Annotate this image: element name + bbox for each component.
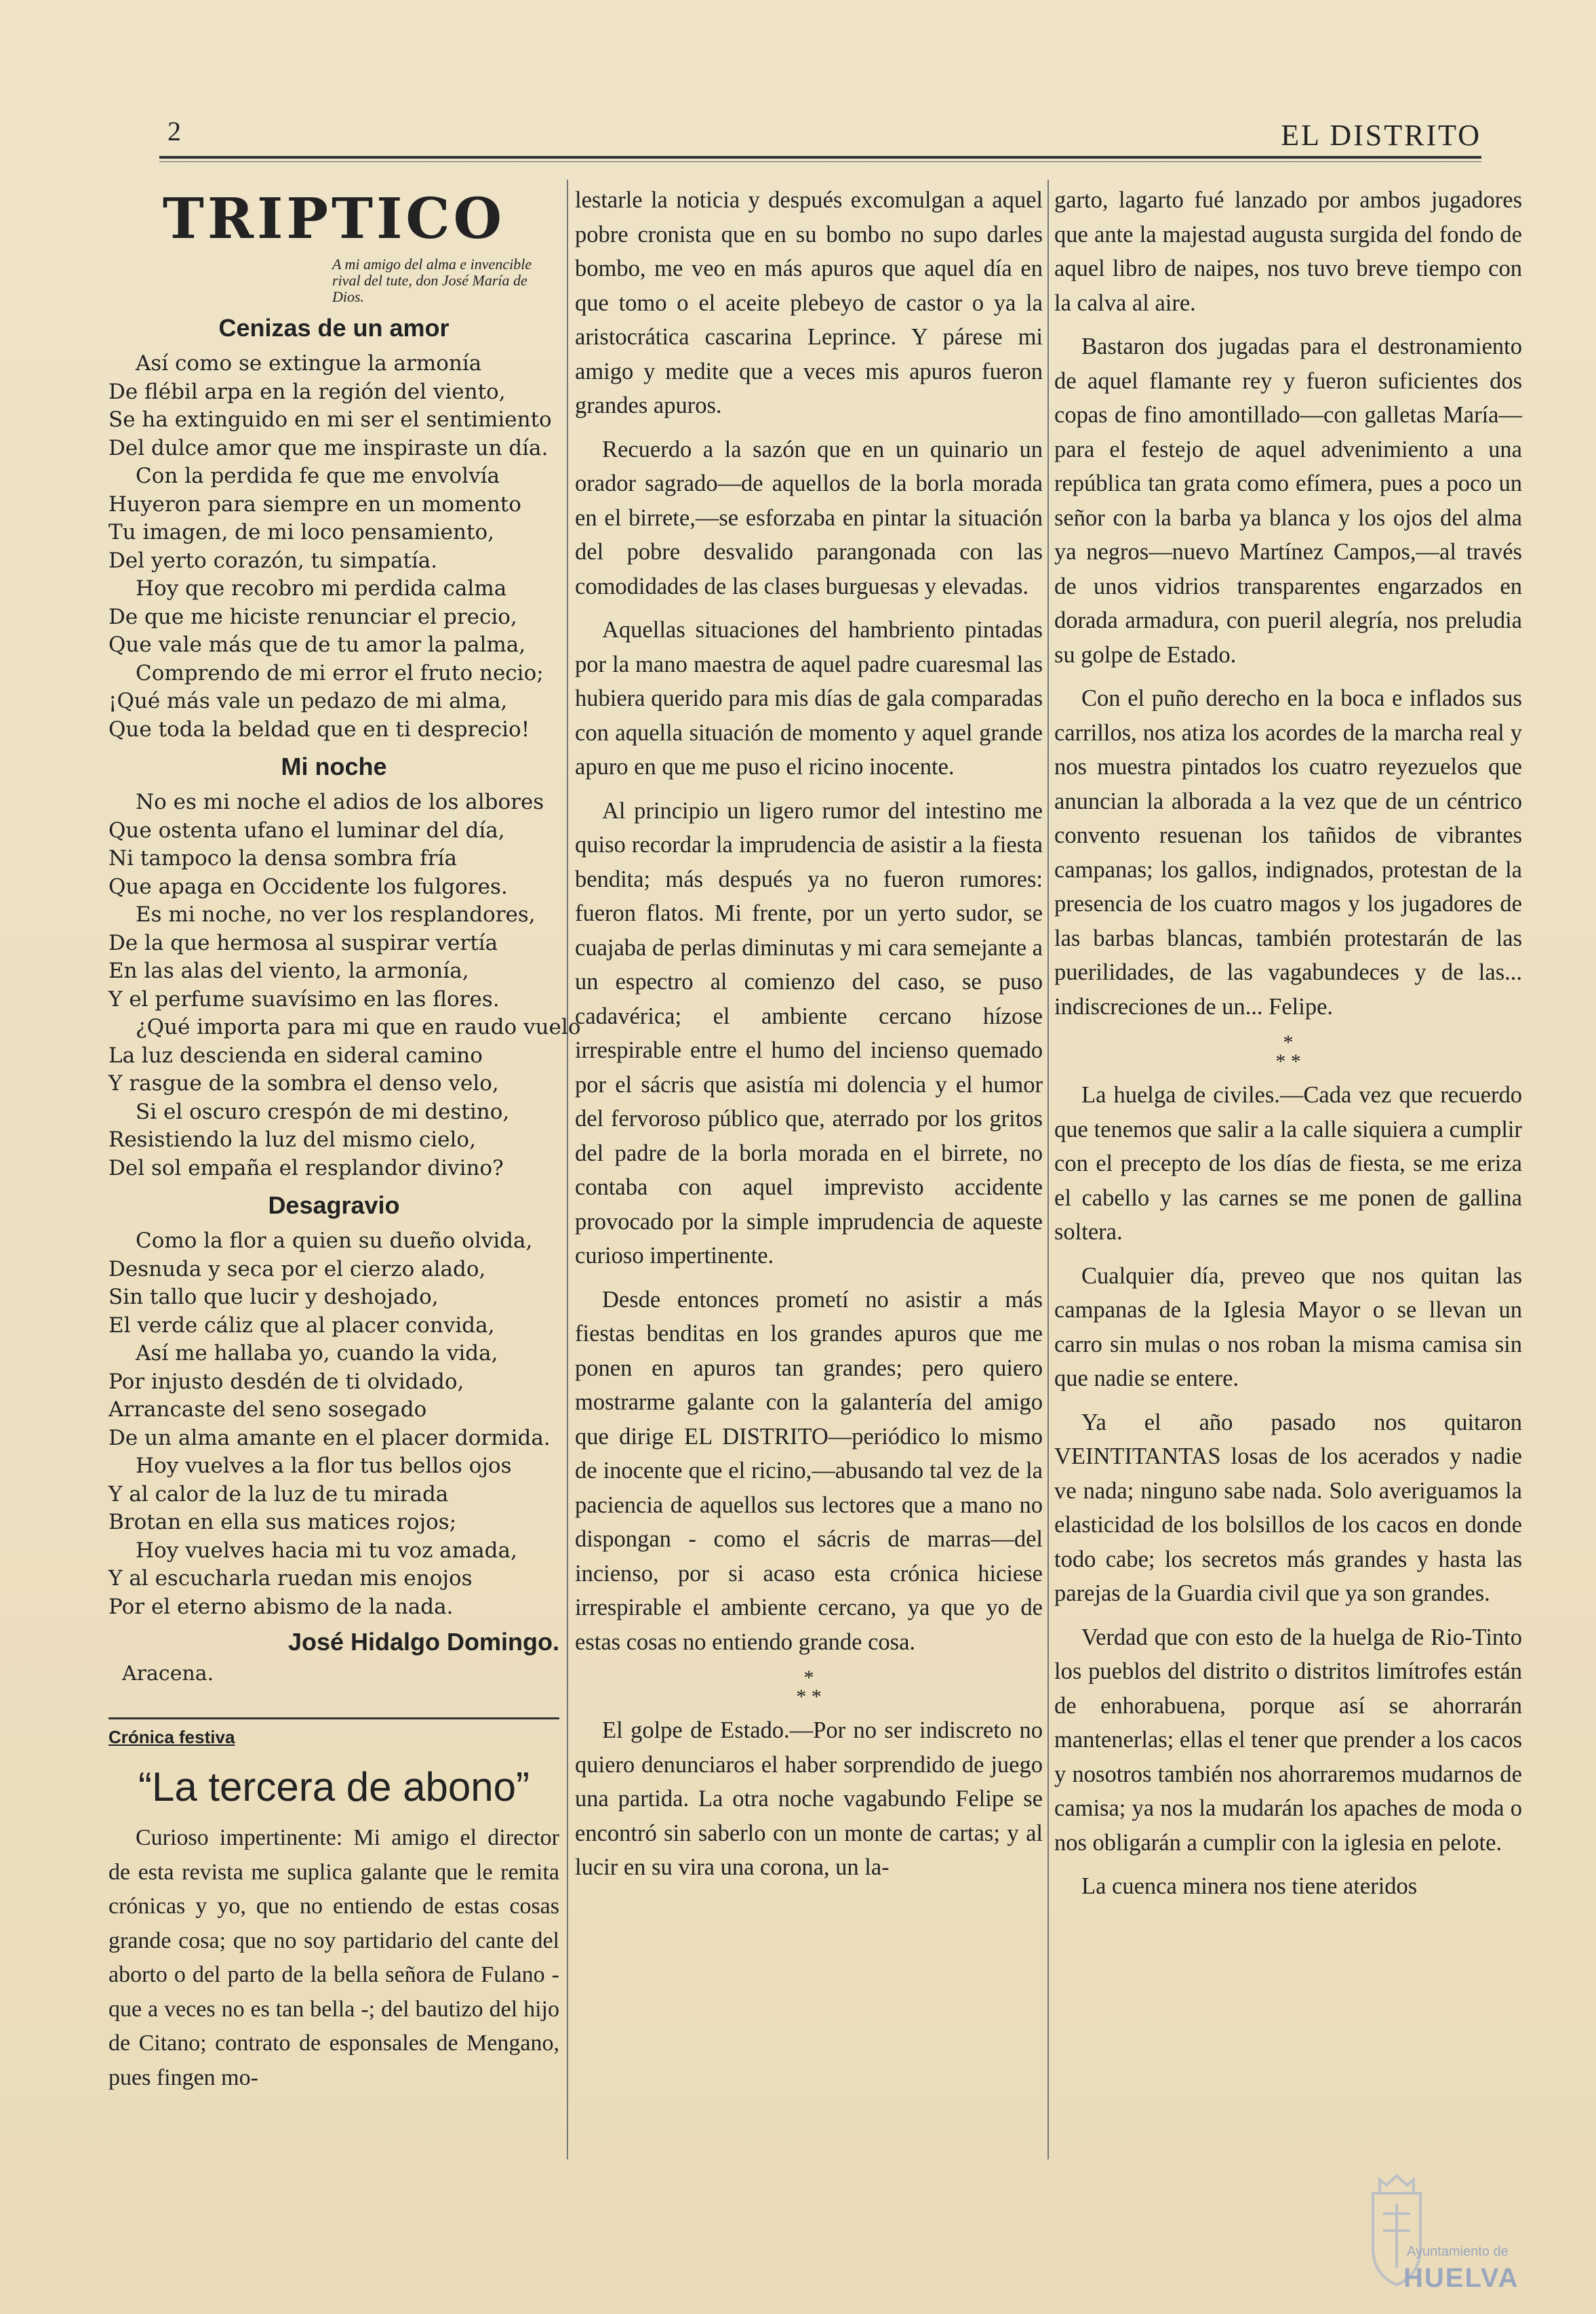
poem-line: Arrancaste del seno sosegado — [108, 1397, 427, 1422]
paragraph: Verdad que con esto de la huelga de Rio-Tinto los pueblos del distrito o distritos limítrofes están de enhorabuena, porque así se ahorrarán mantenerlas; ellas el tener que prender a los cacos y nosotros también nos ahorraremos mudarnos de camisa; ya nos la mudarán los apaches de moda o nos obligarán a cumplir con la iglesia en pelote. — [1054, 1624, 1522, 1856]
asterisk-bottom: * * — [1275, 1050, 1301, 1073]
poem-line: Hoy que recobro mi perdida calma — [136, 576, 507, 601]
paragraph: Al principio un ligero rumor del intestino me quiso recordar la imprudencia de asistir a la fiesta bendita; más después ya no fueron rumores: fueron flatos. Mi frente, por un yerto sudor, se cuajaba de perlas diminutas y mi cara semejante a un espectro al comienzo del caso, se puso cadavérica; el ambiente cercano hízose irrespirable entre el humo del incienso quemado por el sácris que asistía mi dolencia y el humor del fervoroso público que, aterrado por los gritos del padre de la borla morada en el birrete, no contaba con aquel imprevisto accidente provocado por la simple imprudencia de aqueste curioso impertinente. — [575, 797, 1043, 1269]
poem-line: Comprendo de mi error el fruto necio; — [136, 660, 544, 685]
poem-line: Con la perdida fe que me envolvía — [136, 464, 500, 488]
section-label: Crónica festiva — [108, 1727, 235, 1747]
paragraph: Recuerdo a la sazón que en un quinario un orador sagrado—de aquellos de la borla morada en el birrete,—se esforzaba en pintar la situación del pobre desvalido parangonada con las comodidades de las clases burguesas y elevadas. — [575, 436, 1043, 599]
poem-line: Por el eterno abismo de la nada. — [108, 1594, 454, 1619]
poem-line: Hoy vuelves hacia mi tu voz amada, — [136, 1538, 517, 1563]
poem-line: Como la flor a quien su dueño olvida, — [136, 1229, 533, 1253]
paragraph: La huelga de civiles.—Cada vez que recuerdo que tenemos que salir a la calle siquiera a cumplir con el precepto de los días de fiesta, se me eriza el cabello y las carnes se me ponen de gallina soltera. — [1054, 1082, 1522, 1245]
poem-line: De que me hiciste renunciar el precio, — [108, 604, 517, 629]
page-number: 2 — [167, 116, 181, 146]
paragraph: lestarle la noticia y después excomulgan a aquel pobre cronista que en su bombo no supo darles bombo, me veo en más apuros que aquel día en que tomo o el aceite plebeyo de castor o ya la aristocrática cascarina Leprince. Y párese mi amigo y medite que a veces mis apuros fueron grandes apuros. — [575, 187, 1043, 418]
poem-line: Que toda la beldad que en ti desprecio! — [108, 717, 530, 742]
column-divider-2 — [1048, 180, 1049, 2159]
asterisk-top: * — [1283, 1031, 1294, 1054]
signature-place: Aracena. — [122, 1662, 214, 1685]
poem-line: De la que hermosa al suspirar vertía — [108, 930, 498, 955]
section-rule — [108, 1717, 559, 1719]
poem-line: El verde cáliz que al placer convida, — [108, 1313, 495, 1338]
poem-body — [108, 789, 581, 1182]
poem-line: Si el oscuro crespón de mi destino, — [136, 1099, 510, 1124]
asterisk-bottom: * * — [796, 1685, 822, 1708]
poem-line: Hoy vuelves a la flor tus bellos ojos — [136, 1454, 512, 1478]
masthead: EL DISTRITO — [1281, 119, 1481, 152]
article-title: TRIPTICO — [162, 186, 506, 252]
poem-line: Brotan en ella sus matices rojos; — [108, 1510, 457, 1534]
paragraph: La cuenca minera nos tiene ateridos — [1081, 1873, 1418, 1899]
poem-line: Huyeron para siempre en un momento — [108, 492, 521, 517]
paragraph: Aquellas situaciones del hambriento pintadas por la mano maestra de aquel padre cuaresmal las hubiera querido para mis días de gala comparadas con aquella situación de momento y aquel grande apuro en que me puso el ricino inocente. — [575, 617, 1043, 780]
poem-line: No es mi noche el adios de los albores — [136, 790, 544, 814]
poem-line: ¿Qué importa para mi que en raudo vuelo — [136, 1015, 581, 1039]
poem-line: De flébil arpa en la región del viento, — [108, 379, 506, 404]
poem-line: Ni tampoco la densa sombra fría — [108, 846, 457, 871]
poem-line: Es mi noche, no ver los resplandores, — [136, 902, 536, 927]
poem-line: Que apaga en Occidente los fulgores. — [108, 874, 508, 899]
poem-line: Y al escucharla ruedan mis enojos — [108, 1566, 473, 1591]
column-2 — [575, 183, 1043, 1894]
author-signature: José Hidalgo Domingo. — [287, 1628, 559, 1656]
poem-line: Se ha extinguido en mi ser el sentimiento — [108, 407, 552, 432]
column-3 — [1054, 183, 1522, 1913]
poem-line: Así como se extingue la armonía — [136, 351, 482, 376]
poem-title: Mi noche — [281, 753, 387, 780]
poem-line: Y al calor de la luz de tu mirada — [108, 1481, 449, 1507]
asterisk-top: * — [803, 1667, 814, 1689]
paragraph: Con el puño derecho en la boca e inflados sus carrillos, nos atiza los acordes de la marcha real y nos muestra pintados los cuatro reyezuelos que anuncian la alborada a la vez que de un céntrico convento resuenan los tañidos de vibrantes campanas; los gallos, indignados, protestan de la presencia de los cuatro magos y los jugadores de las barbas blancas, también protestarán de las puerilidades, de las vagabundeces y de las... indiscreciones de un... Felipe. — [1054, 685, 1522, 1020]
paragraph: El golpe de Estado.—Por no ser indiscreto no quiero denunciaros el haber sorprendido de juego una partida. La otra noche vagabundo Felipe se encontró sin saberlo con un monte de cartas; y al lucir en su vira una corona, un la- — [575, 1717, 1043, 1880]
poem-line: Del yerto corazón, tu simpatía. — [108, 548, 438, 573]
poem-line: Que vale más que de tu amor la palma, — [108, 633, 526, 657]
poem-line: Así me hallaba yo, cuando la vida, — [136, 1341, 498, 1365]
poem-body — [108, 350, 559, 744]
poem-line: Y el perfume suavísimo en las flores. — [108, 986, 500, 1012]
poem-title: Desagravio — [268, 1191, 400, 1219]
poem-title: Cenizas de un amor — [218, 314, 450, 342]
poem-line: Que ostenta ufano el luminar del día, — [108, 818, 505, 843]
poem-line: Y rasgue de la sombra el denso velo, — [108, 1071, 499, 1096]
poem-line: En las alas del viento, la armonía, — [108, 959, 469, 983]
header-rule-thin — [159, 161, 1481, 162]
poem-line: Resistiendo la luz del mismo cielo, — [108, 1128, 476, 1152]
paragraph: Desde entonces prometí no asistir a más fiestas benditas en los grandes apuros que me ponen en apuros tan grandes; pero quiero mostrarme galante con la galantería del amigo que dirige EL DISTRITO—periódico lo mismo de inocente que el ricino,—abusando tal vez de la paciencia de aquellos sus lectores que a mano no dispongan - como el sácris de marras—del incienso, por si acaso esta crónica hiciese irrespirable el ambiente cercano, ya que yo de estas cosas no entiendo grande cosa. — [575, 1286, 1043, 1655]
dedication: A mi amigo del alma e invencible rival del tute, don José María de Dios. — [332, 256, 532, 305]
poem-line: Del sol empaña el resplandor divino? — [108, 1155, 504, 1180]
poem-line: Desnuda y seca por el cierzo alado, — [108, 1256, 486, 1281]
section-asterisks — [1054, 1033, 1522, 1071]
page-header — [159, 115, 1481, 156]
poem-line: Sin tallo que lucir y deshojado, — [108, 1285, 439, 1309]
poem-line: De un alma amante en el placer dormida. — [108, 1425, 551, 1450]
poem-line: Del dulce amor que me inspiraste un día. — [108, 435, 548, 460]
paragraph: garto, lagarto fué lanzado por ambos jugadores que ante la majestad augusta surgida del fondo de aquel libro de naipes, nos tuvo breve tiempo con la calva al aire. — [1054, 187, 1522, 316]
column-divider-1 — [567, 180, 568, 2159]
paragraph: Ya el año pasado nos quitaron VEINTITANTAS losas de los acerados y nadie ve nada; ninguno sabe nada. Solo averiguamos la elasticidad de los bolsillos de los cacos en donde todo cabe; los secretos más grandes y hasta las parejas de la Guardia civil que ya son grandes. — [1054, 1409, 1522, 1606]
column-1 — [108, 183, 581, 2104]
poem-line: Tu imagen, de mi loco pensamiento, — [108, 520, 494, 544]
poem-line: Por injusto desdén de ti olvidado, — [108, 1369, 464, 1394]
header-rule — [159, 156, 1481, 159]
cronica-title: “La tercera de abono” — [138, 1764, 530, 1810]
paragraph: Curioso impertinente: Mi amigo el director de esta revista me suplica galante que le remita crónicas y yo, que no entiendo de estas cosas grande cosa; que no soy partidario del cante del aborto o del parto de la bella señora de Fulano - que a veces no es tan bella -; del bautizo del hijo de Citano; contrato de esponsales de Mengano, pues fingen mo- — [108, 1825, 559, 2090]
paragraph: Cualquier día, preveo que nos quitan las campanas de la Iglesia Mayor o se llevan un carro sin mulas o nos roban la misma camisa sin que nadie se entere. — [1054, 1262, 1522, 1391]
poem-line: La luz descienda en sideral camino — [108, 1043, 483, 1068]
paragraph: Bastaron dos jugadas para el destronamiento de aquel flamante rey y fueron suficientes dos copas de fino amontillado—con galletas María—para el festejo de aquel advenimiento a una república tan grata como efímera, pues a poco un señor con la barba ya blanca y los ojos del alma ya negros—nuevo Martínez Campos,—al través de unos vidrios transparentes engarzados en dorada armadura, con pueril alegría, nos preludia su golpe de Estado. — [1054, 334, 1522, 668]
poem-body — [108, 1227, 559, 1621]
poem-line: ¡Qué más vale un pedazo de mi alma, — [108, 689, 508, 713]
watermark-small-text: Ayuntamiento de — [1407, 2244, 1509, 2259]
section-asterisks — [575, 1669, 1043, 1707]
watermark-text: HUELVA — [1403, 2263, 1519, 2293]
